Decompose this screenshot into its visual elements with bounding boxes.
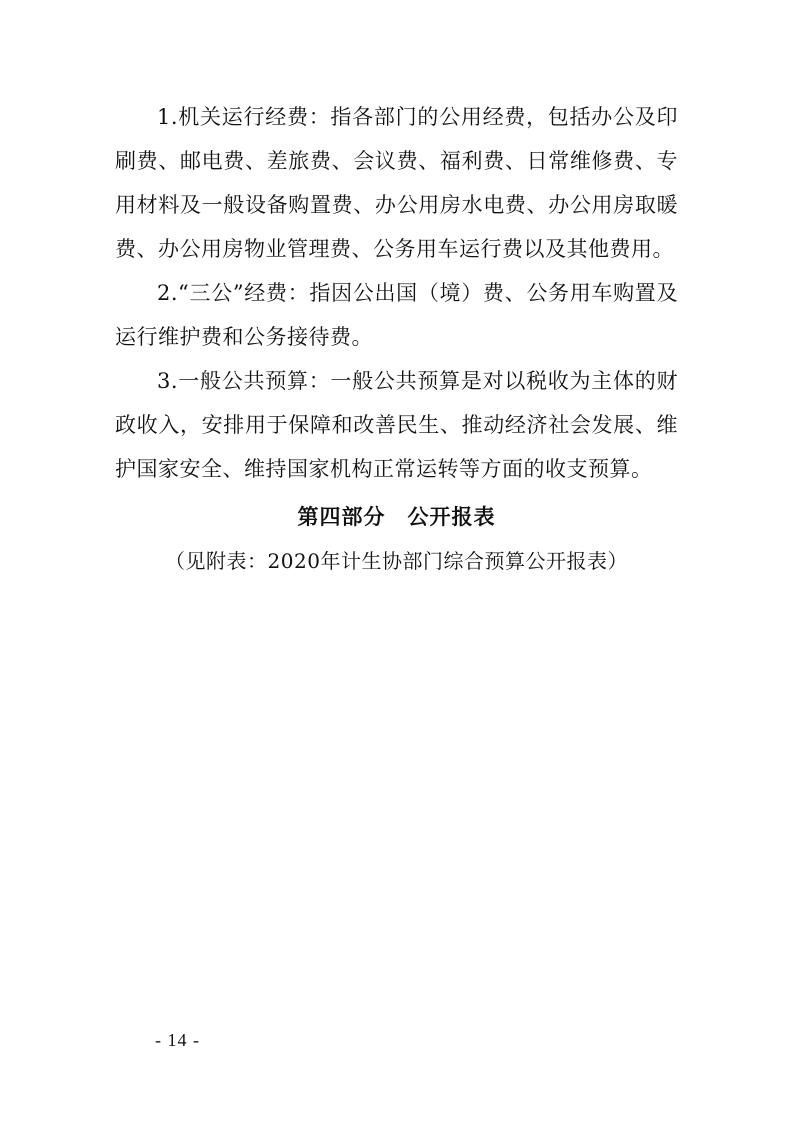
section-title: 第四部分 公开报表 (297, 505, 496, 529)
paragraph-operating-expenses: 1.机关运行经费：指各部门的公用经费，包括办公及印刷费、邮电费、差旅费、会议费、福利费、日常维修费、专用材料及一般设备购置费、办公用房水电费、办公用房取暖费、办公用房物业管理费、公务用车运行费以及其他费用。 (115, 105, 678, 261)
page-content (115, 95, 678, 583)
appendix-note: （见附表：2020年计生协部门综合预算公开报表） (165, 549, 628, 573)
page-number: - 14 - (155, 1030, 200, 1050)
paragraph-three-public-expenses: 2.“三公”经费：指因公出国（境）费、公务用车购置及运行维护费和公务接待费。 (115, 281, 678, 349)
paragraph-general-public-budget: 3.一般公共预算：一般公共预算是对以税收为主体的财政收入，安排用于保障和改善民生、推动经济社会发展、维护国家安全、维持国家机构正常运转等方面的收支预算。 (115, 369, 678, 481)
